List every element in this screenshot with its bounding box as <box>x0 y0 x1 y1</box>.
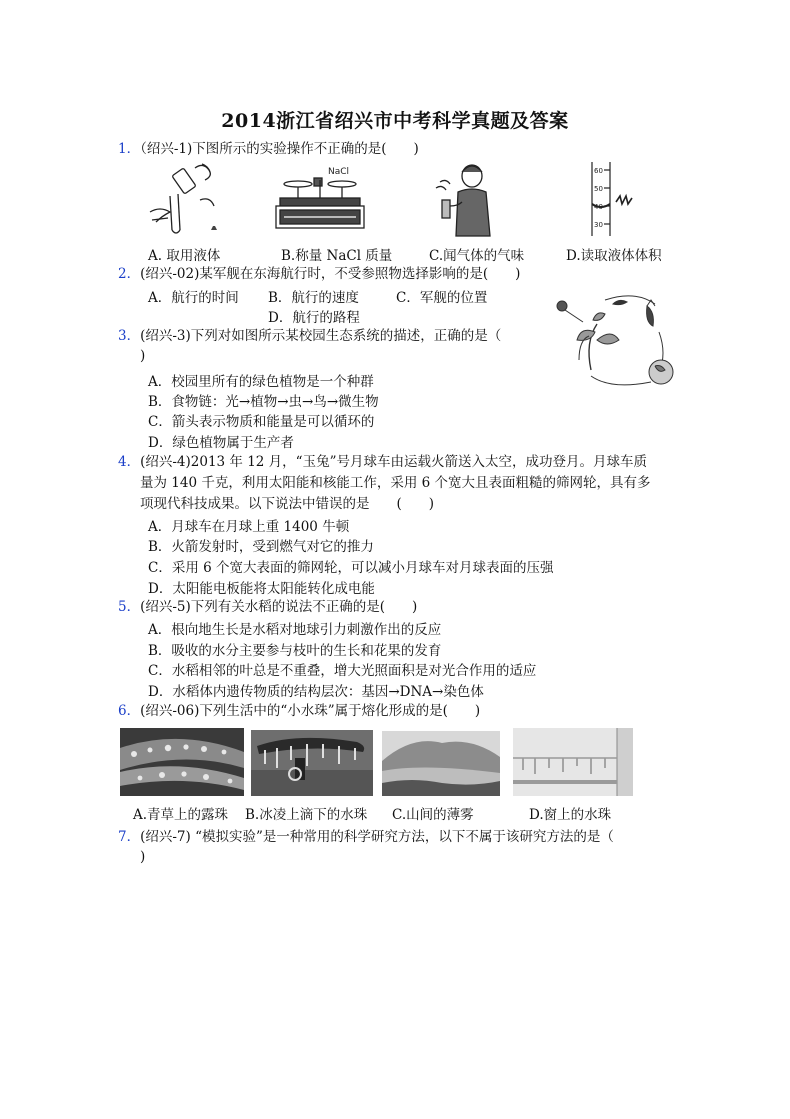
question-2 <box>118 264 520 284</box>
page-title: 2014浙江省绍兴市中考科学真题及答案 <box>221 110 569 132</box>
tick-label: 50 <box>594 185 603 193</box>
option-b: B．食物链：光→植物→虫→鸟→微生物 <box>148 394 379 410</box>
option-c: C．采用 6 个宽大表面的筛网轮，可以减小月球车对月球表面的压强 <box>148 560 554 576</box>
option-c: C.闻气体的气味 <box>429 248 525 264</box>
figure-pouring-liquid <box>140 160 230 240</box>
question-number: 6． <box>118 703 141 719</box>
nacl-label: NaCl <box>328 167 350 177</box>
question-text-continued: 项现代科技成果。以下说法中错误的是 ( ) <box>140 496 435 512</box>
photo-icicle-drops <box>251 730 373 796</box>
option-d: D．航行的路程 <box>268 310 360 326</box>
option-b: B．吸收的水分主要参与枝叶的生长和花果的发育 <box>148 643 442 659</box>
question-text: (绍兴-5)下列有关水稻的说法不正确的是( ) <box>140 599 418 615</box>
option-b: B．火箭发射时，受到燃气对它的推力 <box>148 539 374 555</box>
photo-mountain-mist <box>382 731 500 796</box>
option-d: D．水稻体内遗传物质的结构层次：基因→DNA→染色体 <box>148 684 484 700</box>
question-number: 2． <box>118 266 141 282</box>
option-d: D．绿色植物属于生产者 <box>148 435 294 451</box>
question-text-continued: ) <box>140 348 146 364</box>
question-text: (绍兴-7) “模拟实验”是一种常用的科学研究方法，以下不属于该研究方法的是（ <box>140 829 614 845</box>
figure-balance <box>270 162 370 238</box>
question-7 <box>118 827 614 847</box>
figure-graduated-cylinder <box>570 160 650 240</box>
question-text: （绍兴-1)下图所示的实验操作不正确的是( ) <box>140 141 419 157</box>
option-a: A．航行的时间 <box>148 290 239 306</box>
option-d: D．太阳能电板能将太阳能转化成电能 <box>148 581 375 597</box>
question-6 <box>118 701 480 721</box>
question-3 <box>118 326 501 346</box>
question-text: (绍兴-3)下列对如图所示某校园生态系统的描述，正确的是（ <box>140 328 502 344</box>
option-c: C．水稻相邻的叶总是不重叠，增大光照面积是对光合作用的适应 <box>148 663 537 679</box>
question-number: 4． <box>118 454 141 470</box>
option-b: B．航行的速度 <box>268 290 359 306</box>
question-number: 7． <box>118 829 141 845</box>
photo-dew-on-grass <box>120 728 244 796</box>
question-4 <box>118 452 647 472</box>
figure-smelling-gas <box>432 160 502 240</box>
figure-ecosystem <box>555 292 680 387</box>
option-c: C．军舰的位置 <box>396 290 488 306</box>
question-number: 1． <box>118 141 141 157</box>
question-5 <box>118 597 417 617</box>
question-text: (绍兴-02)某军舰在东海航行时，不受参照物选择影响的是( ) <box>140 266 521 282</box>
question-1 <box>118 139 419 159</box>
photo-window-water-drops <box>513 728 633 796</box>
tick-label: 40 <box>594 203 603 211</box>
question-text-continued: 量为 140 千克，利用太阳能和核能工作，采用 6 个宽大且表面粗糙的筛网轮，具有多 <box>140 475 651 491</box>
question-text: (绍兴-06)下列生活中的“小水珠”属于熔化形成的是( ) <box>140 703 481 719</box>
option-d: D.窗上的水珠 <box>529 807 612 823</box>
tick-label: 60 <box>594 167 603 175</box>
option-c: C.山间的薄雾 <box>392 807 474 823</box>
question-number: 3． <box>118 328 141 344</box>
option-b: B.冰凌上滴下的水珠 <box>245 807 368 823</box>
tick-label: 30 <box>594 221 603 229</box>
option-a: A.青草上的露珠 <box>133 807 229 823</box>
option-a: A．根向地生长是水稻对地球引力刺激作出的反应 <box>148 622 442 638</box>
question-text: (绍兴-4)2013 年 12 月，“玉兔”号月球车由运载火箭送入太空，成功登月。月球车质 <box>140 454 647 470</box>
question-number: 5． <box>118 599 141 615</box>
option-b: B.称量 NaCl 质量 <box>281 248 393 264</box>
option-d: D.读取液体体积 <box>566 248 662 264</box>
option-c: C．箭头表示物质和能量是可以循环的 <box>148 414 375 430</box>
option-a: A．校园里所有的绿色植物是一个种群 <box>148 374 374 390</box>
option-a: A．月球车在月球上重 1400 牛顿 <box>148 519 350 535</box>
option-a: A. 取用液体 <box>148 248 221 264</box>
question-text-continued: ) <box>140 849 146 865</box>
